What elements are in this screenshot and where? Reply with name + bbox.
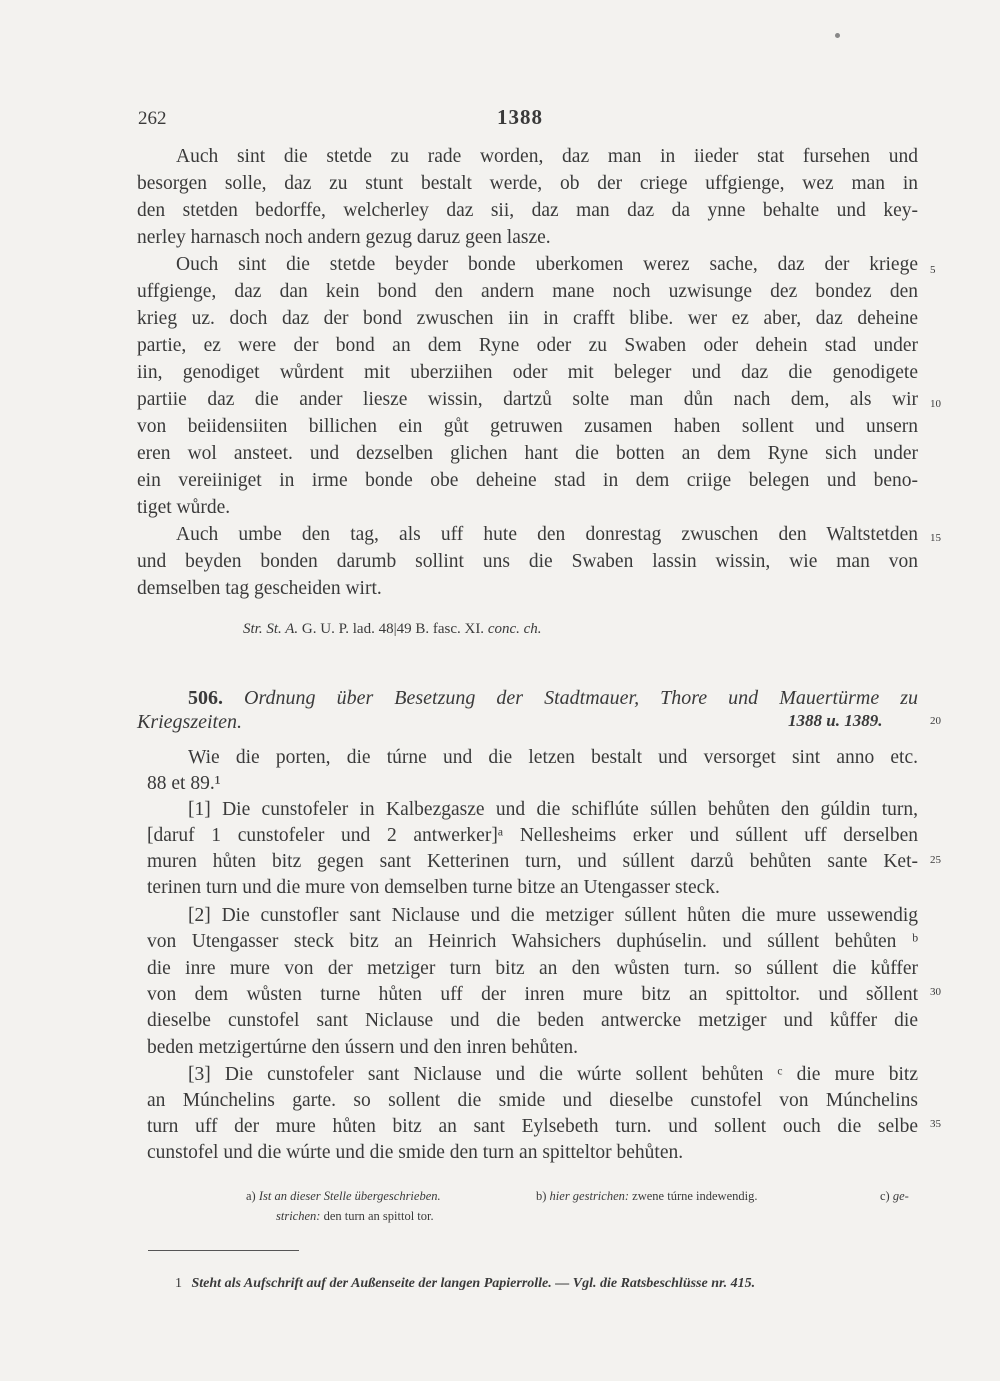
text-line: [daruf 1 cunstofeler und 2 antwerker]ᵃ Nellesheims erker und súllent uff derselben [147, 825, 918, 846]
text-line: den stetden bedorffe, welcherley daz sii, daz man daz da ynne behalte und key- [137, 200, 918, 221]
source-reference [243, 621, 542, 638]
document-title-line-2: Kriegszeiten. [137, 711, 242, 733]
margin-line-number: 20 [930, 715, 941, 727]
text-line: muren hůten bitz gegen sant Ketterinen turn, und súllent darzů behůten sante Ket- [147, 851, 918, 872]
text-line: von Utengasser steck bitz an Heinrich Wahsichers duphúselin. und súllent behůten ᵇ [147, 931, 918, 952]
note-a-label: a) [246, 1189, 256, 1203]
text-line: beden metzigertúrne den ússern und den inren behůten. [147, 1037, 579, 1058]
note-c-italic-1: ge- [892, 1189, 909, 1203]
footnote-text: Steht als Aufschrift auf der Außenseite der langen Papierrolle. — Vgl. die Ratsbeschlüsse nr. 415. [191, 1276, 756, 1291]
note-a [246, 1186, 441, 1206]
note-c [880, 1186, 909, 1206]
document-title [188, 685, 918, 711]
margin-line-number: 10 [930, 398, 941, 410]
source-archive: Str. St. A. [243, 621, 299, 637]
footnote-rule [148, 1250, 299, 1251]
margin-line-number: 25 [930, 854, 941, 866]
text-line: iin, genodiget wůrdent mit uberziihen oder mit beleger und daz die genodigete [137, 362, 918, 383]
text-line: die inre mure von der metziger turn bitz an den wůsten turn. so súllent die kůffer [147, 958, 918, 979]
margin-line-number: 15 [930, 532, 941, 544]
running-head-year: 1388 [497, 105, 543, 129]
note-c-label: c) [880, 1189, 890, 1203]
text-line: [3] Die cunstofeler sant Niclause und die wúrte sollent behůten ᶜ die mure bitz [188, 1064, 918, 1085]
note-b [536, 1186, 757, 1206]
document-number: 506. [188, 687, 223, 709]
margin-line-number: 5 [930, 264, 936, 276]
text-line: demselben tag gescheiden wirt. [137, 578, 382, 599]
text-line: terinen turn und die mure von demselben turne bitze an Utengasser steck. [147, 877, 720, 898]
footnote-number: 1 [175, 1276, 182, 1291]
page-speck [835, 33, 840, 38]
text-line: nerley harnasch noch andern gezug daruz geen lasze. [137, 227, 551, 248]
footnote [175, 1276, 755, 1292]
text-line: Auch umbe den tag, als uff hute den donrestag zwuschen den Waltstetden [176, 524, 918, 545]
note-c-continued [276, 1206, 434, 1226]
text-line: partie, ez were der bond an dem Ryne oder zu Swaben oder dehein stad under [137, 335, 918, 356]
note-b-label: b) [536, 1189, 547, 1203]
text-line: Wie die porten, die túrne und die letzen bestalt und versorget sint anno etc. [188, 747, 918, 768]
text-line: an Múnchelins garte. so sollent die smide und dieselbe cunstofel von Múnchelins [147, 1090, 918, 1111]
text-line: besorgen solle, daz zu stunt bestalt werde, ob der criege uffgienge, wez man in [137, 173, 918, 194]
text-line: von dem wůsten turne hůten uff der inren mure bitz an spittoltor. und sǒllent [147, 984, 918, 1005]
note-c-text: den turn an spittol tor. [323, 1209, 434, 1223]
text-line: [2] Die cunstofler sant Niclause und die metziger súllent hůten die mure ussewendig [188, 905, 918, 926]
text-line: cunstofel und die wúrte und die smide den turn an spitteltor behůten. [147, 1142, 684, 1163]
text-line: [1] Die cunstofeler in Kalbezgasze und die schiflúte súllen behůten den gúldin turn, [188, 799, 918, 820]
text-line: von beiidensiiten billichen ein gůt getruwen zusamen haben sollent und unsern [137, 416, 918, 437]
text-line: uffgienge, daz dan kein bond den andern mane noch uzwisunge dez bondez den [137, 281, 918, 302]
margin-line-number: 30 [930, 986, 941, 998]
note-b-text: zwene túrne indewendig. [632, 1189, 758, 1203]
source-type: conc. ch. [487, 621, 542, 637]
text-line: turn uff der mure hůten bitz an sant Eylsebeth turn. und sollent ouch die selbe [147, 1116, 918, 1137]
text-line: partiie daz die ander liesze wissin, dartzů solte man důn nach dem, als wir [137, 389, 918, 410]
text-line: ein vereiiniget in irme bonde obe deheine stad in dem criige belegen und beno- [137, 470, 918, 491]
note-b-italic: hier gestrichen: [549, 1189, 630, 1203]
text-line: dieselbe cunstofel sant Niclause und die beden antwercke metziger und kůffer die [147, 1010, 918, 1031]
source-signature: G. U. P. lad. 48|49 B. fasc. XI. [301, 621, 485, 637]
text-line: eren wol ansteet. und dezselben glichen hant die botten an dem Ryne sich under [137, 443, 918, 464]
text-line: Ouch sint die stetde beyder bonde uberkomen werez sache, daz der kriege [176, 254, 918, 275]
text-line: 88 et 89.¹ [147, 773, 221, 794]
page-number: 262 [138, 108, 167, 129]
note-c-italic-2: strichen: [276, 1209, 321, 1223]
text-line: krieg uz. doch daz der bond zwuschen iin in crafft blibe. wer ez aber, daz deheine [137, 308, 918, 329]
margin-line-number: 35 [930, 1118, 941, 1130]
text-line: und beyden bonden darumb sollint uns die Swaben lassin wissin, wie man von [137, 551, 918, 572]
document-title-line-1: Ordnung über Besetzung der Stadtmauer, Thore und Mauertürme zu [244, 687, 919, 709]
text-line: tiget wůrde. [137, 497, 231, 518]
document-date: 1388 u. 1389. [788, 711, 883, 730]
note-a-text: Ist an dieser Stelle übergeschrieben. [258, 1189, 441, 1203]
text-line: Auch sint die stetde zu rade worden, daz man in iieder stat fursehen und [176, 146, 918, 167]
